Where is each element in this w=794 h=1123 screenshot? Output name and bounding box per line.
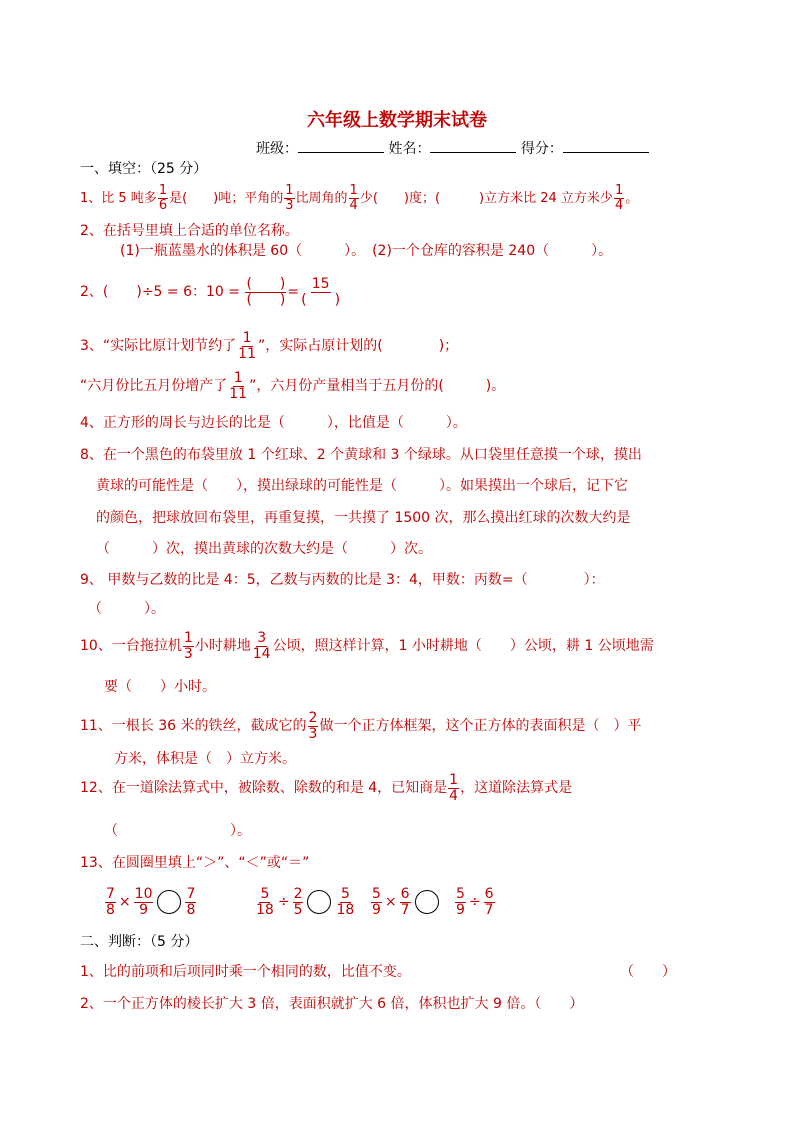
compare-circle[interactable] [415,890,439,914]
question-4: 4、正方形的周长与边长的比是（ ），比值是（ ）。 [80,415,467,431]
fraction: $\frac{15}{( )}$ [301,275,341,308]
fraction: $\frac{( )}{( )}$ [246,275,286,308]
judge-2: 2、一个正方体的棱长扩大 3 倍，表面积就扩大 6 倍，体积也扩大 9 倍。（ ） [80,996,584,1012]
question-8-line-3: 的颜色，把球放回布袋里，再重复摸，一共摸了 1500 次，那么摸出红球的次数大约是 [96,510,631,526]
question-2: 2、在括号里填上合适的单位名称。 [80,223,299,239]
question-3-line-1: 3、“实际比原计划节约了 $\frac{1}{11}$ ”，实际占原计划的( )； [80,329,459,362]
compare-item-4: $\frac{5}{9}$ ÷ $\frac{6}{7}$ [456,885,494,918]
compare-circle[interactable] [157,890,181,914]
section-1-heading: 一、填空：（25 分） [80,161,208,177]
question-11-line-2: 方米，体积是（ ）立方米。 [114,751,296,767]
fraction: $\frac{1}{11}$ [229,369,248,402]
section-2-heading: 二、判断：（5 分） [80,934,199,950]
judge-1: 1、比的前项和后项同时乘一个相同的数，比值不变。 [80,964,411,980]
question-10: 10、一台拖拉机 $\frac{1}{3}$ 小时耕地 $\frac{3}{14}$ 公顷，照这样计算，1 小时耕地（ ）公顷，耕 1 公顷地需 [80,629,654,662]
name-blank[interactable] [430,138,516,153]
class-blank[interactable] [298,138,384,153]
compare-circle[interactable] [307,890,331,914]
judge-1-answer[interactable]: （ ） [620,964,676,980]
score-label: 得分： [520,141,563,157]
question-3-line-2: “六月份比五月份增产了 $\frac{1}{11}$ ”，六月份产量相当于五月份的( )。 [80,369,506,402]
fraction: $\frac{1}{3}$ [183,629,193,662]
question-8-line-4: （ ）次，摸出黄球的次数大约是（ ）次。 [96,541,432,557]
question-8-line-1: 8、在一个黑色的布袋里放 1 个红球、2 个黄球和 3 个绿球。从口袋里任意摸一个球，摸出 [80,447,642,463]
fraction: $\frac{2}{3}$ [308,709,318,742]
question-13: 13、在圆圈里填上“＞”、“＜”或“＝” [80,855,310,871]
fraction: $\frac{1}{4}$ [349,183,358,213]
question-10-line-2: 要（ ）小时。 [104,679,216,695]
question-12-line-2: （ ）。 [104,823,251,839]
exam-title: 六年级上数学期末试卷 [307,110,487,131]
fraction: $\frac{1}{11}$ [238,329,256,362]
question-8-line-2: 黄球的可能性是（ ），摸出绿球的可能性是（ ）。如果摸出一个球后，记下它 [96,478,628,494]
question-2b: 2、( )÷5 = 6：10 = $\frac{( )}{( )}$ = $\frac{15}{( )}$ [80,275,341,308]
question-9-line-2: （ ）。 [88,601,165,617]
question-11: 11、一根长 36 米的铁丝，截成它的 $\frac{2}{3}$ 做一个正方体框架，这个正方体的表面积是（ ）平 [80,709,642,742]
question-2-sub: (1)一瓶蓝墨水的体积是 60（ ）。 (2)一个仓库的容积是 240（ ）。 [120,243,613,259]
fraction: $\frac{1}{6}$ [158,183,168,213]
compare-item-3: $\frac{5}{9}$ × $\frac{6}{7}$ [370,882,442,922]
fraction: $\frac{1}{4}$ [614,183,624,213]
compare-item-1: $\frac{7}{8}$ × $\frac{10}{9}$ $\frac{7}{8}$ [106,885,196,918]
score-blank[interactable] [563,138,649,153]
name-label: 姓名： [388,141,431,157]
fraction: $\frac{1}{4}$ [449,771,459,804]
question-12: 12、在一道除法算式中，被除数、除数的和是 4，已知商是 $\frac{1}{4}$ ，这道除法算式是 [80,771,573,804]
class-label: 班级： [256,141,298,157]
question-1: 1、比 5 吨多 $\frac{1}{6}$ 是( )吨；平角的 $\frac{1}{3}$ 比周角的 $\frac{1}{4}$ 少( )度；( )立方米比 24 立方米少 $\frac{1}{4}$ 。 [80,183,639,213]
compare-item-2: $\frac{5}{18}$ ÷ $\frac{2}{5}$ $\frac{5}{18}$ [256,885,355,918]
question-9-line-1: 9、 甲数与乙数的比是 4：5，乙数与丙数的比是 3：4，甲数：丙数=（ ）： [80,572,605,588]
fraction: $\frac{3}{14}$ [252,629,271,662]
header-info-row [256,138,649,158]
fraction: $\frac{1}{3}$ [285,183,294,213]
